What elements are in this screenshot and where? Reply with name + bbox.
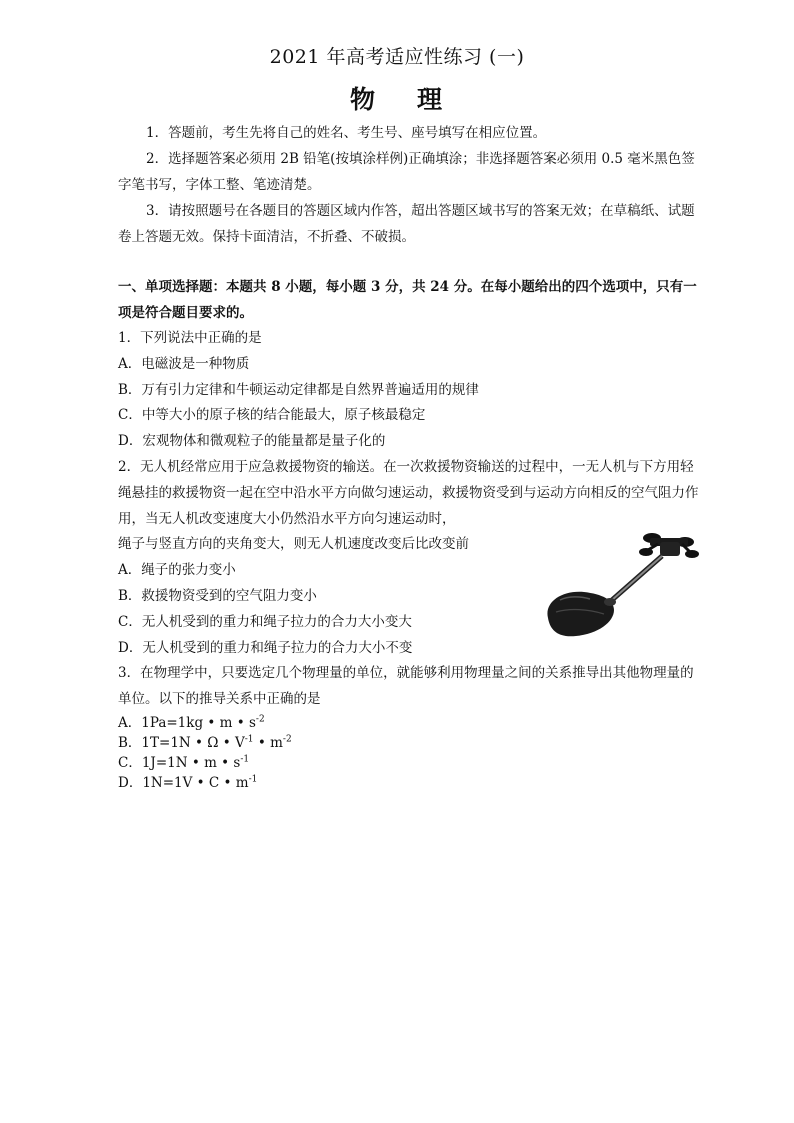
q2-option-c: C．无人机受到的重力和绳子拉力的合力大小变大 (118, 613, 412, 630)
note-1: 1．答题前，考生先将自己的姓名、考生号、座号填写在相应位置。 (146, 125, 547, 141)
subject-char-1: 物 (349, 85, 377, 114)
q2-option-b: B．救援物资受到的空气阻力变小 (118, 587, 317, 604)
q1-option-a: A．电磁波是一种物质 (118, 355, 250, 372)
exam-notes (118, 120, 703, 250)
q1-stem: 1．下列说法中正确的是 (118, 330, 262, 346)
q1-option-b: B．万有引力定律和牛顿运动定律都是自然界普遍适用的规律 (118, 381, 479, 398)
drone-figure (540, 530, 700, 645)
q2-stem-part1: 2．无人机经常应用于应急救援物资的输送。在一次救援物资输送的过程中，一无人机与下方用轻绳悬挂的救援物资一起在空中沿水平方向做匀速运动，救援物资受到与运动方向相反的空气阻力作用，当无人机改变速度大小仍然沿水平方向匀速运动时， (118, 458, 699, 527)
q1-option-d: D．宏观物体和微观粒子的能量都是量子化的 (118, 433, 386, 450)
supply-bag-icon (547, 592, 616, 637)
subject-title (0, 80, 794, 116)
q1-option-c: C．中等大小的原子核的结合能最大，原子核最稳定 (118, 407, 426, 424)
note-2: 2．选择题答案必须用 2B 铅笔(按填涂样例)正确填涂；非选择题答案必须用 0.5 毫米黑色签字笔书写，字体工整、笔迹清楚。 (118, 151, 695, 193)
q2-option-a: A．绳子的张力变小 (118, 562, 236, 579)
q3-option-c: C．1J=1N • m • $s^{-1}$ (118, 754, 250, 771)
subject-char-2: 理 (417, 85, 445, 114)
note-3: 3．请按照题号在各题目的答题区域内作答，超出答题区域书写的答案无效；在草稿纸、试题卷上答题无效。保持卡面清洁，不折叠、不破损。 (118, 203, 695, 245)
q3-options (118, 713, 703, 793)
q2-left-column (118, 532, 513, 661)
q2-option-d: D．无人机受到的重力和绳子拉力的合力大小不变 (118, 639, 413, 656)
q3-stem: 3．在物理学中，只要选定几个物理量的单位，就能够利用物理量之间的关系推导出其他物理量的单位。以下的推导关系中正确的是 (118, 665, 694, 708)
drone-icon (639, 533, 699, 558)
section-heading: 一、单项选择题：本题共 8 小题，每小题 3 分，共 24 分。在每小题给出的四个选项中，只有一项是符合题目要求的。 (118, 279, 697, 321)
q3-option-b: B．1T=1N • Ω • $V^{-1}$ • $m^{-2}$ (118, 734, 292, 751)
q3-option-a: A．1Pa=1kg • m • $s^{-2}$ (118, 714, 265, 731)
q2-stem-part2: 绳子与竖直方向的夹角变大，则无人机速度改变后比改变前 (118, 536, 469, 553)
q3-option-d: D．1N=1V • C • $m^{-1}$ (118, 774, 258, 791)
exam-title: 2021 年高考适应性练习 (一) (269, 46, 525, 68)
